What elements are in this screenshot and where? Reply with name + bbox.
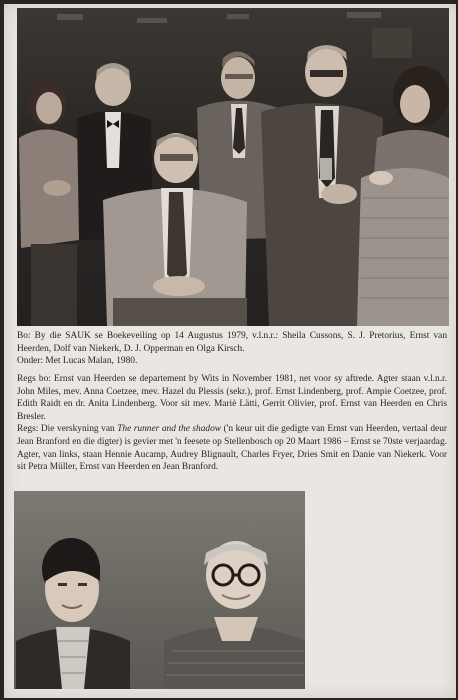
caption-text-regs-after: ('n keur uit die gedigte van Ernst van Heerden, vertaal deur Jean Branford en die digter) is gevier met 'n feesete op Stellenbosch op 20 Maart 1986 – Ernst se 70ste verjaardag. Agter, van links, staan Hennie Aucamp, Audrey Blignault, Charles Fryer, Dries Smit en Danie van Niekerk. Voor sit Petra Müller, Ernst van Heerden en Jean Branford. [17,424,448,473]
book-title: The runner and the shadow [117,424,222,435]
caption-text-regs-bo: Ernst van Heerden se departement by Wits in November 1981, net voor sy aftrede. Agter staan v.l.n.r. John Miles, mev. Anna Coetzee, mev. Hazel du Plessis (sekr.), prof. Ernst Lindenberg, prof. Ampie Coetzee, prof. Edith Raidt en dr. Anita Lindenberg. Voor sit mev. Mariè Lätti, Gerrit Olivier, prof. Ernst van Heerden en Chris Bresler. [17,374,448,422]
caption-label-bottom: Onder: [17,356,44,367]
portrait-photo-illustration [14,491,305,689]
caption-label-regs: Regs: [17,424,39,435]
caption-facing-page [17,373,447,474]
caption-text-top: By die SAUK se Boekeveiling op 14 Augustus 1979, v.l.n.r.: Sheila Cussons, S. J. Pretorius, Ernst van Heerden, Dolf van Niekerk, D. J. Opperman en Olga Kirsch. [17,331,448,354]
group-photo-illustration [17,8,449,326]
caption-text-bottom: Met Lucas Malan, 1980. [45,356,138,367]
caption-label-top: Bo: [17,331,31,341]
caption-text-regs-before: Die verskyning van [40,424,115,435]
portrait-photo-lucas-malan [14,491,305,689]
caption-label-regs-bo: Regs bo: [17,374,51,384]
caption-top-photo [17,330,447,368]
book-page [4,4,456,698]
group-photo-book-auction [17,8,449,326]
